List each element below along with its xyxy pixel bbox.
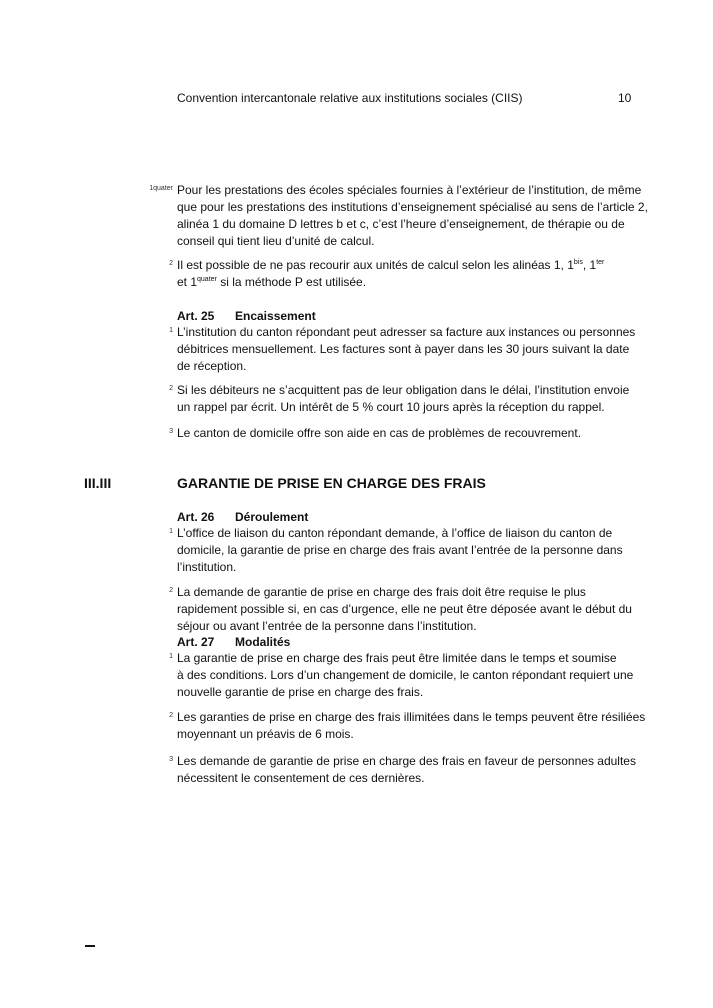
text-line: débitrices mensuellement. Les factures sont à payer dans les 30 jours suivant la date <box>177 342 630 356</box>
paragraph-3 <box>177 753 647 787</box>
paragraph-1quater <box>177 182 647 250</box>
article-title: Déroulement <box>235 510 309 524</box>
article-heading-26 <box>177 509 308 525</box>
article-heading-27 <box>177 634 290 650</box>
paragraph-marker: 2 <box>169 712 173 719</box>
article-title: Encaissement <box>235 309 316 323</box>
article-number: Art. 27 <box>177 635 215 649</box>
article-heading-25 <box>177 308 316 324</box>
text-line: à des conditions. Lors d’un changement de domicile, le canton répondant requiert une <box>177 668 634 682</box>
text-line: que pour les prestations des institutions d’enseignement spécialisé au sens de l’article 2, <box>177 200 648 214</box>
paragraph-2 <box>177 382 647 416</box>
text-line: de réception. <box>177 359 247 373</box>
section-number: III.III <box>84 475 112 491</box>
paragraph-2 <box>177 709 647 743</box>
paragraph-marker: 2 <box>169 385 173 392</box>
text-line: L’institution du canton répondant peut adresser sa facture aux instances ou personnes <box>177 325 636 339</box>
text-line: séjour ou avant l’entrée de la personne dans l’institution. <box>177 619 477 633</box>
paragraph-marker: 2 <box>169 260 173 267</box>
text-line: Le canton de domicile offre son aide en cas de problèmes de recouvrement. <box>177 426 582 440</box>
paragraph-1 <box>177 650 647 701</box>
text-line: et $1^{quater}$ si la méthode P est utilisée. <box>177 275 367 289</box>
section-title: GARANTIE DE PRISE EN CHARGE DES FRAIS <box>177 475 486 491</box>
text-line: alinéa 1 du domaine D lettres b et c, c’est l’heure d’enseignement, de thérapie ou de <box>177 217 625 231</box>
text-line: Si les débiteurs ne s’acquittent pas de leur obligation dans le délai, l’institution envoie <box>177 383 630 397</box>
article-number: Art. 26 <box>177 510 215 524</box>
page-number: 10 <box>618 91 632 105</box>
paragraph-2 <box>177 584 647 635</box>
text-line: domicile, la garantie de prise en charge des frais avant l’entrée de la personne dans <box>177 543 623 557</box>
text-line: La garantie de prise en charge des frais peut être limitée dans le temps et soumise <box>177 651 617 665</box>
text-line: La demande de garantie de prise en charge des frais doit être requise le plus <box>177 585 586 599</box>
paragraph-1 <box>177 525 647 576</box>
text-line: l’institution. <box>177 560 237 574</box>
paragraph-marker: 1 <box>169 653 173 660</box>
paragraph-1 <box>177 324 647 375</box>
paragraph-marker: 2 <box>169 587 173 594</box>
running-header-title: Convention intercantonale relative aux institutions sociales (CIIS) <box>177 91 523 105</box>
paragraph-3 <box>177 425 647 442</box>
paragraph-marker: 1 <box>169 528 173 535</box>
text-line: Il est possible de ne pas recourir aux unités de calcul selon les alinéas 1, $1^{bis}$, $1^{ter}$ <box>177 258 605 272</box>
text-line: L’office de liaison du canton répondant demande, à l’office de liaison du canton de <box>177 526 613 540</box>
paragraph-marker: 3 <box>169 428 173 435</box>
paragraph-marker: 1quater <box>149 185 173 192</box>
text-line: nécessitent le consentement de ces dernières. <box>177 771 425 785</box>
article-title: Modalités <box>235 635 291 649</box>
text-line: Les demande de garantie de prise en charge des frais en faveur de personnes adultes <box>177 754 636 768</box>
paragraph-marker: 3 <box>169 756 173 763</box>
footer-dash <box>85 945 95 947</box>
text-line: conseil qui tient lieu d’unité de calcul. <box>177 234 375 248</box>
text-line: nouvelle garantie de prise en charge des frais. <box>177 685 424 699</box>
article-number: Art. 25 <box>177 309 215 323</box>
paragraph-marker: 1 <box>169 327 173 334</box>
paragraph-2 <box>177 257 647 291</box>
text-line: Les garanties de prise en charge des frais illimitées dans le temps peuvent être résiliées <box>177 710 646 724</box>
text-line: un rappel par écrit. Un intérêt de 5 % court 10 jours après la réception du rappel. <box>177 400 605 414</box>
text-line: Pour les prestations des écoles spéciales fournies à l’extérieur de l’institution, de même <box>177 183 642 197</box>
text-line: rapidement possible si, en cas d’urgence, elle ne peut être déposée avant le début du <box>177 602 632 616</box>
text-line: moyennant un préavis de 6 mois. <box>177 727 354 741</box>
